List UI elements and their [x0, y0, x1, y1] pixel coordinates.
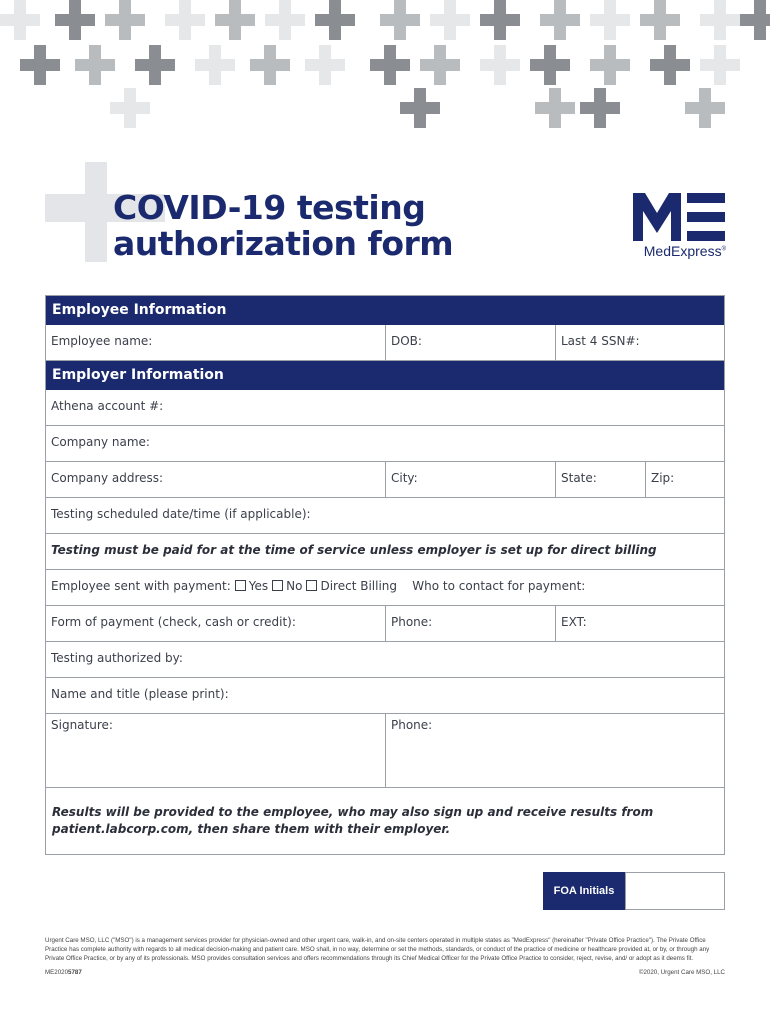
plus-icon — [580, 88, 620, 128]
payment-method-field: Employee sent with payment: Yes No Direct Billing Who to contact for payment: — [51, 579, 586, 593]
plus-icon — [480, 45, 520, 85]
plus-icon — [195, 45, 235, 85]
payment-note: Testing must be paid for at the time of service unless employer is set up for direct billing — [51, 543, 657, 557]
foa-initials — [543, 872, 725, 910]
plus-icon — [740, 0, 770, 40]
plus-icon — [590, 0, 630, 40]
payment-method-row — [46, 570, 724, 606]
company-address-row — [46, 462, 724, 498]
yes-checkbox[interactable] — [235, 580, 246, 591]
plus-icon — [380, 0, 420, 40]
employee-info-header: Employee Information — [46, 296, 724, 325]
plus-icon — [305, 45, 345, 85]
plus-icon — [535, 88, 575, 128]
phone-field[interactable]: Phone: — [386, 606, 556, 641]
state-field[interactable]: State: — [556, 462, 646, 497]
name-title-field[interactable]: Name and title (please print): — [51, 687, 229, 701]
title-line-2: authorization form — [113, 224, 454, 263]
results-note: Results will be provided to the employee, who may also sign up and receive results from patient.labcorp.com, then share them with their employer. — [52, 805, 654, 836]
plus-icon — [55, 0, 95, 40]
plus-icon — [75, 45, 115, 85]
plus-icon — [700, 0, 740, 40]
athena-account-field[interactable]: Athena account #: — [51, 399, 164, 413]
employee-name-field[interactable]: Employee name: — [46, 325, 386, 360]
plus-icon — [135, 45, 175, 85]
foa-initials-label: FOA Initials — [543, 872, 625, 910]
testing-date-field[interactable]: Testing scheduled date/time (if applicable): — [51, 507, 311, 521]
plus-icon — [420, 45, 460, 85]
authorization-form — [45, 295, 725, 855]
form-of-payment-field[interactable]: Form of payment (check, cash or credit): — [46, 606, 386, 641]
dob-field[interactable]: DOB: — [386, 325, 556, 360]
plus-icon — [110, 88, 150, 128]
company-name-field[interactable]: Company name: — [51, 435, 150, 449]
ssn-field[interactable]: Last 4 SSN#: — [561, 334, 640, 348]
zip-field[interactable]: Zip: — [651, 471, 675, 485]
authorized-by-row — [46, 642, 724, 678]
plus-icon — [20, 45, 60, 85]
plus-icon — [400, 88, 440, 128]
plus-icon — [590, 45, 630, 85]
disclaimer-text: Urgent Care MSO, LLC ("MSO") is a management services provider for physician-owned and other urgent care, walk-in, and on-site centers operated in multiple states as "MedExpress" (hereinafter "Private Office Practice"). The Private Office Practice has complete authority with regards to all medical decision-making and patient care. MSO shall, in no way, determine or set the methods, standards, or conduct of the practice of medicine or healthcare provided at, or by, or through any Private Office Practice, or by any of its professionals. MSO provides consultation services and offers recommendations through its Chief Medical Officer for the Private Office Practice to consider, reject, revise, and/ or adopt as it deems fit. — [45, 937, 710, 962]
company-name-row — [46, 426, 724, 462]
logo-wordmark: MedExpress® — [643, 243, 726, 259]
plus-icon — [640, 0, 680, 40]
signature-field[interactable]: Signature: — [46, 714, 386, 787]
plus-icon — [215, 0, 255, 40]
foa-initials-box[interactable] — [625, 872, 725, 910]
authorized-by-field[interactable]: Testing authorized by: — [51, 651, 183, 665]
plus-icon — [250, 45, 290, 85]
athena-row — [46, 390, 724, 426]
signature-row — [46, 714, 724, 788]
plus-icon — [105, 0, 145, 40]
plus-icon — [530, 45, 570, 85]
payment-note-row — [46, 534, 724, 570]
employer-info-header: Employer Information — [46, 361, 724, 390]
document-code: ME20205787 — [45, 969, 82, 976]
signature-phone-field[interactable]: Phone: — [391, 718, 433, 732]
plus-icon — [165, 0, 205, 40]
plus-icon — [430, 0, 470, 40]
plus-icon — [265, 0, 305, 40]
no-checkbox[interactable] — [272, 580, 283, 591]
plus-icon — [540, 0, 580, 40]
contact-label: Who to contact for payment: — [412, 579, 586, 593]
testing-date-row — [46, 498, 724, 534]
medexpress-logo-icon — [633, 193, 725, 241]
title-line-1: COVID-19 testing — [113, 188, 426, 227]
employee-row — [46, 325, 724, 361]
plus-icon — [685, 88, 725, 128]
ext-field[interactable]: EXT: — [561, 615, 587, 629]
plus-icon — [315, 0, 355, 40]
direct-billing-checkbox[interactable] — [306, 580, 317, 591]
city-field[interactable]: City: — [386, 462, 556, 497]
plus-icon — [700, 45, 740, 85]
name-title-row — [46, 678, 724, 714]
form-of-payment-row — [46, 606, 724, 642]
copyright-text: ©2020, Urgent Care MSO, LLC — [638, 969, 725, 976]
plus-icon — [480, 0, 520, 40]
page-title — [113, 190, 453, 262]
plus-icon — [0, 0, 40, 40]
company-address-field[interactable]: Company address: — [46, 462, 386, 497]
plus-icon — [650, 45, 690, 85]
plus-icon — [370, 45, 410, 85]
